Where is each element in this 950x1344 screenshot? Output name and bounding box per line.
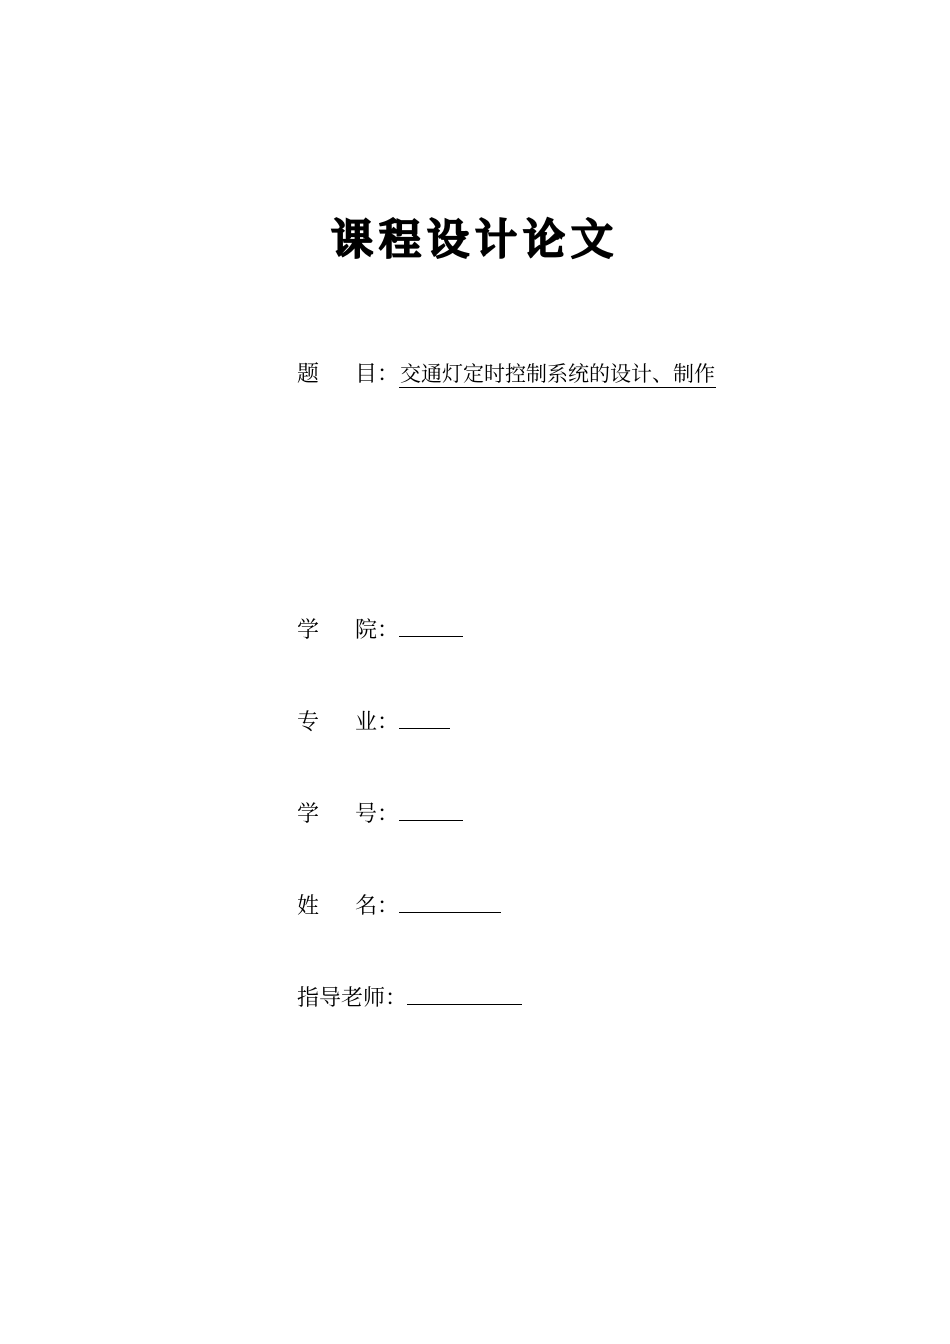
student-id-label: 学 号: [297, 802, 377, 827]
topic-field: [297, 360, 716, 390]
college-field: [297, 614, 463, 646]
name-blank[interactable]: [399, 890, 501, 913]
advisor-field: [297, 982, 522, 1014]
major-label: 专 业: [297, 710, 377, 735]
advisor-colon: ：: [385, 986, 408, 1011]
advisor-label: 指导老师: [297, 986, 386, 1011]
name-field: [297, 890, 501, 922]
topic-colon: ：: [377, 362, 400, 387]
student-id-colon: ：: [377, 802, 400, 827]
topic-value: 交通灯定时控制系统的设计、制作: [400, 362, 716, 386]
college-blank[interactable]: [399, 614, 463, 637]
student-id-field: [297, 798, 463, 830]
major-blank[interactable]: [399, 706, 450, 729]
topic-label: 题 目: [297, 362, 377, 387]
major-colon: ：: [377, 710, 400, 735]
college-label: 学 院: [297, 618, 377, 643]
major-field: [297, 706, 450, 738]
name-colon: ：: [377, 894, 400, 919]
name-label: 姓 名: [297, 894, 377, 919]
advisor-blank[interactable]: [407, 982, 522, 1005]
college-colon: ：: [377, 618, 400, 643]
document-title: 课程设计论文: [330, 215, 619, 264]
student-id-blank[interactable]: [399, 798, 463, 821]
